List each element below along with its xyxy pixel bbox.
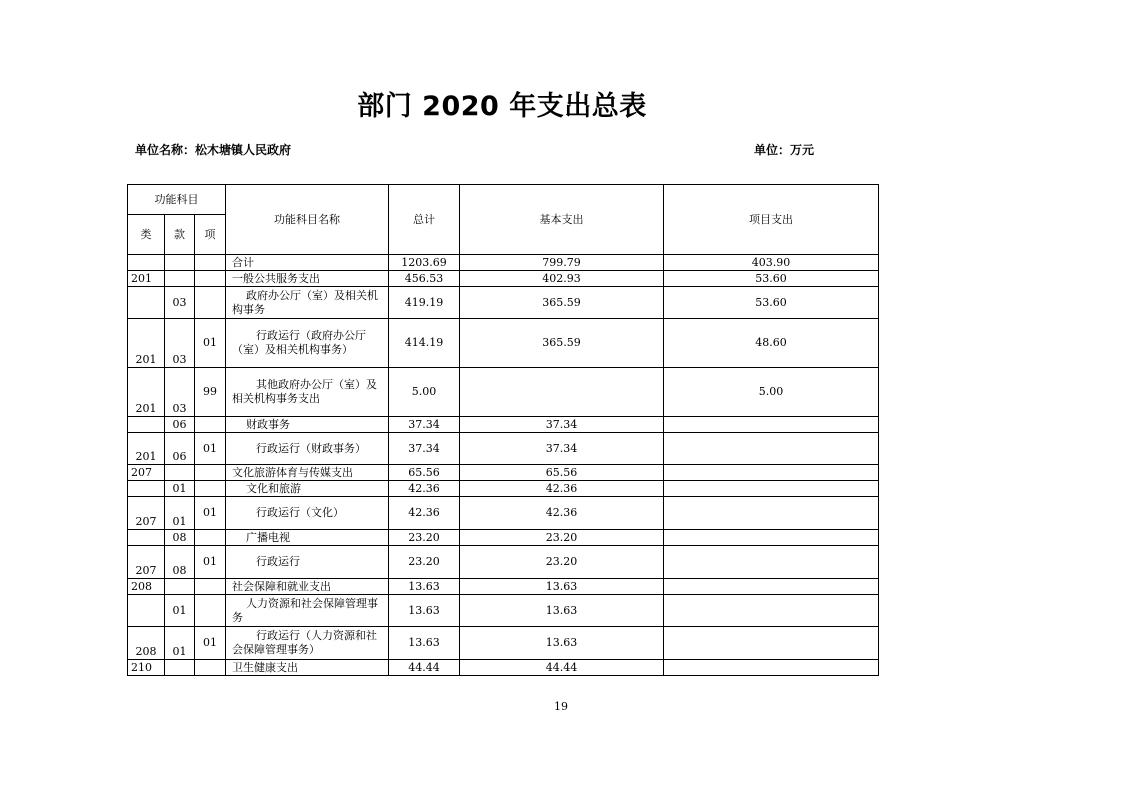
cell-xiang [195, 255, 226, 271]
cell-xiang [195, 417, 226, 433]
cell-name: 行政运行（政府办公厅（室）及相关机构事务） [226, 319, 389, 368]
cell-xiang: 01 [195, 319, 226, 368]
cell-lei: 207 [128, 465, 165, 481]
cell-basic: 23.20 [460, 546, 664, 579]
table-row [128, 481, 879, 497]
cell-lei [128, 417, 165, 433]
cell-name: 财政事务 [226, 417, 389, 433]
cell-total: 37.34 [389, 417, 460, 433]
cell-xiang: 01 [195, 627, 226, 660]
cell-xiang: 01 [195, 546, 226, 579]
cell-xiang [195, 579, 226, 595]
cell-total: 44.44 [389, 660, 460, 676]
cell-lei: 201 [128, 433, 165, 465]
cell-lei: 207 [128, 546, 165, 579]
cell-total: 13.63 [389, 627, 460, 660]
cell-total: 13.63 [389, 579, 460, 595]
header-total: 总计 [389, 185, 460, 255]
cell-lei: 201 [128, 368, 165, 417]
cell-xiang [195, 465, 226, 481]
cell-kuan: 06 [165, 433, 195, 465]
cell-name: 政府办公厅（室）及相关机构事务 [226, 287, 389, 319]
cell-project [664, 497, 879, 530]
cell-name: 广播电视 [226, 530, 389, 546]
cell-project: 403.90 [664, 255, 879, 271]
cell-basic: 365.59 [460, 287, 664, 319]
cell-basic: 44.44 [460, 660, 664, 676]
unit-name-label: 单位名称：松木塘镇人民政府 [135, 143, 292, 157]
cell-total: 42.36 [389, 481, 460, 497]
cell-name: 行政运行（文化） [226, 497, 389, 530]
cell-total: 5.00 [389, 368, 460, 417]
cell-xiang: 99 [195, 368, 226, 417]
table-row [128, 417, 879, 433]
cell-basic: 365.59 [460, 319, 664, 368]
cell-xiang [195, 271, 226, 287]
header-name: 功能科目名称 [226, 185, 389, 255]
cell-total: 37.34 [389, 433, 460, 465]
header-row [128, 185, 879, 215]
cell-total: 23.20 [389, 546, 460, 579]
table-row [128, 530, 879, 546]
page-number: 19 [554, 700, 568, 713]
cell-kuan: 01 [165, 481, 195, 497]
page-title: 部门 2020 年支出总表 [357, 91, 647, 122]
cell-project: 53.60 [664, 287, 879, 319]
table-row [128, 255, 879, 271]
cell-lei: 207 [128, 497, 165, 530]
cell-kuan: 01 [165, 497, 195, 530]
cell-lei [128, 287, 165, 319]
cell-kuan: 08 [165, 530, 195, 546]
cell-kuan: 08 [165, 546, 195, 579]
cell-xiang [195, 595, 226, 627]
cell-project [664, 660, 879, 676]
table-row [128, 271, 879, 287]
cell-lei [128, 595, 165, 627]
cell-basic: 13.63 [460, 595, 664, 627]
cell-basic [460, 368, 664, 417]
cell-basic: 37.34 [460, 417, 664, 433]
unit-label: 单位：万元 [754, 143, 815, 157]
cell-lei: 208 [128, 579, 165, 595]
cell-lei [128, 530, 165, 546]
cell-name: 合计 [226, 255, 389, 271]
cell-total: 42.36 [389, 497, 460, 530]
cell-project [664, 530, 879, 546]
cell-lei [128, 481, 165, 497]
header-kuan: 款 [165, 215, 195, 255]
cell-lei: 210 [128, 660, 165, 676]
expenditure-table [127, 184, 879, 676]
table-row [128, 627, 879, 660]
cell-project [664, 595, 879, 627]
cell-name: 行政运行 [226, 546, 389, 579]
cell-basic: 65.56 [460, 465, 664, 481]
table-row [128, 433, 879, 465]
cell-basic: 23.20 [460, 530, 664, 546]
table-row [128, 660, 879, 676]
cell-project: 48.60 [664, 319, 879, 368]
table-row [128, 319, 879, 368]
cell-project [664, 481, 879, 497]
cell-xiang [195, 287, 226, 319]
cell-total: 1203.69 [389, 255, 460, 271]
cell-name: 行政运行（人力资源和社会保障管理事务） [226, 627, 389, 660]
cell-name: 一般公共服务支出 [226, 271, 389, 287]
cell-lei: 201 [128, 271, 165, 287]
cell-lei [128, 255, 165, 271]
cell-kuan: 01 [165, 627, 195, 660]
cell-kuan: 01 [165, 595, 195, 627]
cell-lei: 201 [128, 319, 165, 368]
cell-name: 文化旅游体育与传媒支出 [226, 465, 389, 481]
table-row [128, 287, 879, 319]
table-row [128, 497, 879, 530]
cell-total: 419.19 [389, 287, 460, 319]
cell-total: 414.19 [389, 319, 460, 368]
cell-kuan [165, 660, 195, 676]
cell-project: 5.00 [664, 368, 879, 417]
cell-kuan: 03 [165, 287, 195, 319]
cell-basic: 13.63 [460, 579, 664, 595]
cell-kuan: 06 [165, 417, 195, 433]
cell-lei: 208 [128, 627, 165, 660]
cell-basic: 13.63 [460, 627, 664, 660]
header-xiang: 项 [195, 215, 226, 255]
table-row [128, 595, 879, 627]
cell-basic: 799.79 [460, 255, 664, 271]
cell-kuan: 03 [165, 319, 195, 368]
cell-name: 行政运行（财政事务） [226, 433, 389, 465]
cell-basic: 402.93 [460, 271, 664, 287]
cell-kuan [165, 579, 195, 595]
cell-xiang: 01 [195, 497, 226, 530]
cell-xiang [195, 530, 226, 546]
table-row [128, 368, 879, 417]
header-basic: 基本支出 [460, 185, 664, 255]
cell-project [664, 546, 879, 579]
cell-name: 社会保障和就业支出 [226, 579, 389, 595]
header-lei: 类 [128, 215, 165, 255]
table-row [128, 546, 879, 579]
cell-name: 卫生健康支出 [226, 660, 389, 676]
cell-total: 23.20 [389, 530, 460, 546]
cell-name: 人力资源和社会保障管理事务 [226, 595, 389, 627]
cell-total: 65.56 [389, 465, 460, 481]
cell-project [664, 433, 879, 465]
cell-name: 文化和旅游 [226, 481, 389, 497]
cell-project [664, 627, 879, 660]
cell-total: 456.53 [389, 271, 460, 287]
cell-project [664, 579, 879, 595]
table-row [128, 579, 879, 595]
table-row [128, 465, 879, 481]
cell-total: 13.63 [389, 595, 460, 627]
header-function-group: 功能科目 [128, 185, 226, 215]
cell-project [664, 465, 879, 481]
cell-basic: 42.36 [460, 481, 664, 497]
cell-kuan [165, 465, 195, 481]
cell-kuan [165, 271, 195, 287]
cell-project: 53.60 [664, 271, 879, 287]
cell-kuan [165, 255, 195, 271]
cell-kuan: 03 [165, 368, 195, 417]
cell-project [664, 417, 879, 433]
cell-basic: 37.34 [460, 433, 664, 465]
cell-name: 其他政府办公厅（室）及相关机构事务支出 [226, 368, 389, 417]
header-project: 项目支出 [664, 185, 879, 255]
cell-basic: 42.36 [460, 497, 664, 530]
cell-xiang [195, 481, 226, 497]
cell-xiang: 01 [195, 433, 226, 465]
cell-xiang [195, 660, 226, 676]
